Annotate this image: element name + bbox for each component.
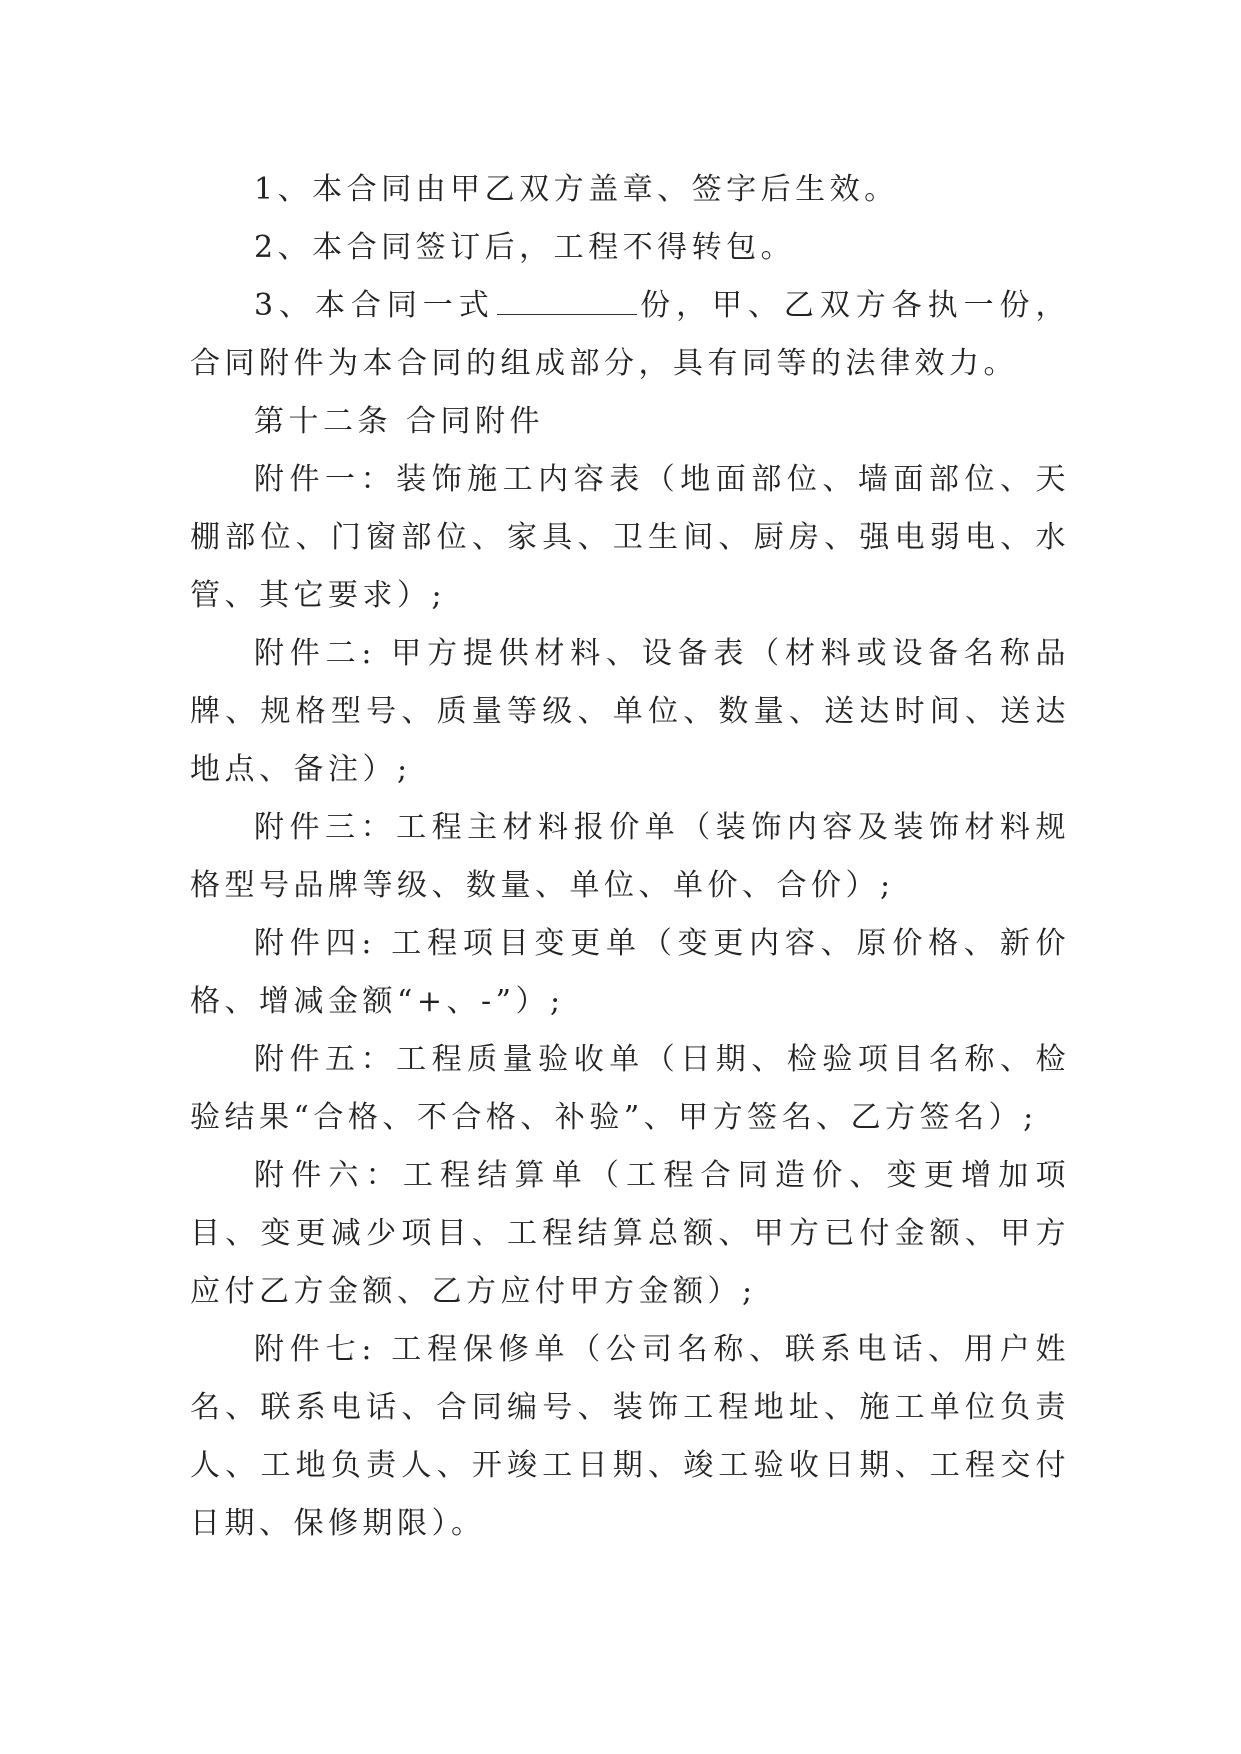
attachment-1: 附件一：装饰施工内容表（地面部位、墙面部位、天棚部位、门窗部位、家具、卫生间、厨房、强电弱电、水管、其它要求）;	[190, 462, 1070, 613]
copies-blank-line	[497, 286, 637, 315]
article-title: 合同附件	[406, 404, 544, 439]
attachment-3: 附件三：工程主材料报价单（装饰内容及装饰材料规格型号品牌等级、数量、单位、单价、合价）;	[190, 810, 1070, 903]
article-heading	[190, 393, 1070, 451]
attachment-7: 附件七: 工程保修单（公司名称、联系电话、用户姓名、联系电话、合同编号、装饰工程地址、施工单位负责人、工地负责人、开竣工日期、竣工验收日期、工程交付日期、保修期限）。	[190, 1332, 1070, 1541]
attachment-6: 附件六：工程结算单（工程合同造价、变更增加项目、变更减少项目、工程结算总额、甲方已付金额、甲方应付乙方金额、乙方应付甲方金额）;	[190, 1158, 1070, 1309]
clause-3-text-before: 3、本合同一式	[254, 288, 495, 323]
clause-1: 1、本合同由甲乙双方盖章、签字后生效。	[254, 172, 899, 207]
article-number: 第十二条	[254, 404, 392, 439]
attachment-2: 附件二: 甲方提供材料、设备表（材料或设备名称品牌、规格型号、质量等级、单位、数量、送达时间、送达地点、备注）;	[190, 636, 1070, 787]
attachment-5: 附件五：工程质量验收单（日期、检验项目名称、检验结果“合格、不合格、补验”、甲方签名、乙方签名）;	[190, 1042, 1070, 1135]
clause-2: 2、本合同签订后，工程不得转包。	[254, 230, 796, 265]
clause-3-text-after: 份，甲、乙双方各执一份，合同附件为本合同的组成部分，具有同等的法律效力。	[190, 288, 1070, 381]
clause-3	[190, 277, 1070, 393]
attachment-4: 附件四: 工程项目变更单（变更内容、原价格、新价格、增减金额“+、-”）;	[190, 926, 1070, 1019]
document-body	[190, 161, 1070, 1553]
